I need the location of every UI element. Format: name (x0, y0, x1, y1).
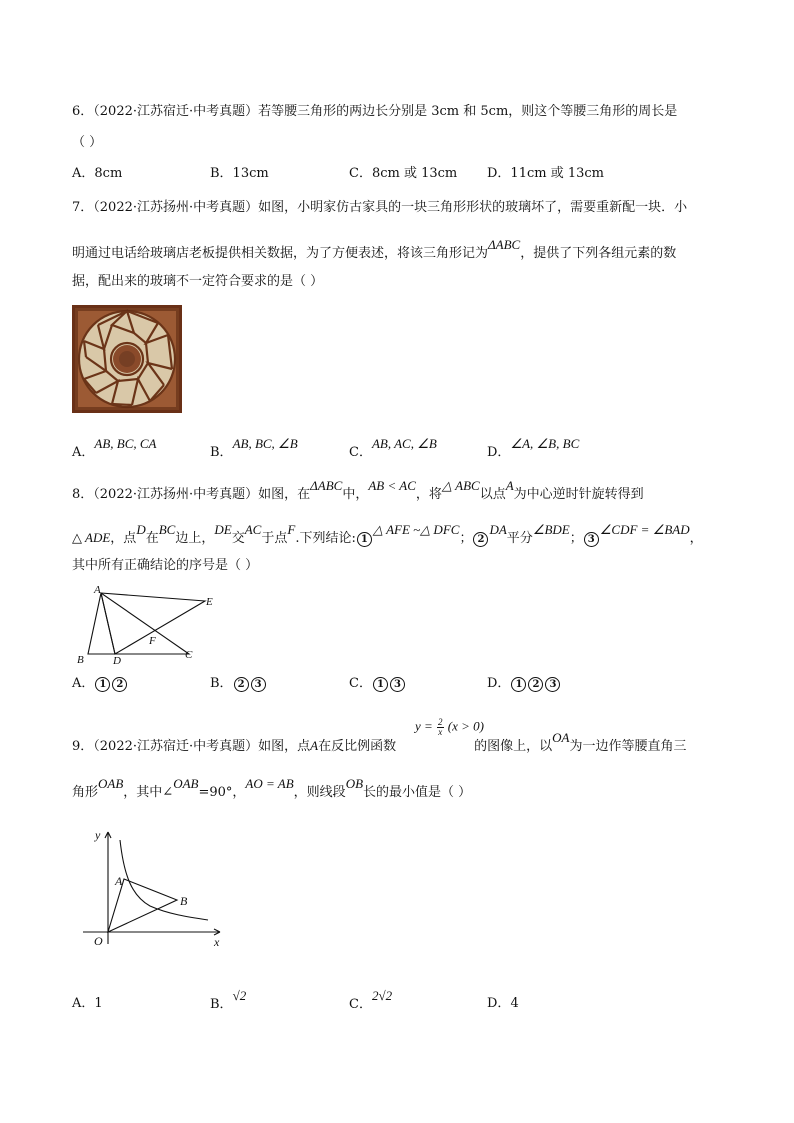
q7-text: 明通过电话给玻璃店老板提供相关数据，为了方便表述，将该三角形记为 (72, 246, 489, 261)
circled-number: 2 (234, 677, 249, 692)
q9-text: 角形 (72, 785, 99, 800)
q8-text: 边上， (175, 531, 215, 546)
q8-option-d (487, 674, 561, 694)
q8-text: 在 (145, 531, 159, 546)
q9-option-a-label: A． (72, 996, 95, 1011)
circled-number: 3 (251, 677, 266, 692)
q7-option-d-math: ∠A, ∠B, BC (510, 436, 580, 451)
point-label-f: F (149, 635, 156, 647)
q9-option-b-label: B． (210, 997, 233, 1012)
q8-math: ΔABC (310, 478, 343, 493)
q9-text: 9．（2022·江苏宿迁·中考真题）如图，点 (72, 739, 311, 754)
q8-text: 为中心逆时针旋转得到 (513, 487, 644, 502)
q9-option-a-value: 1 (94, 996, 103, 1011)
q7-option-b (210, 436, 298, 463)
q9-coordinate-figure (80, 826, 230, 952)
q8-math: D (136, 522, 146, 537)
q8-option-c (349, 674, 406, 694)
q9-func-condition: (x > 0) (447, 718, 484, 734)
q7-option-d-label: D． (487, 445, 511, 460)
q6-stem-line2: （ ） (72, 135, 103, 150)
q9-func-y: y = (415, 718, 433, 734)
q8-text: 8．（2022·江苏扬州·中考真题）如图，在 (72, 487, 311, 502)
q9-math: AO = AB (245, 776, 294, 791)
circled-number: 3 (584, 532, 599, 547)
q6-option-c: C．8cm 或 13cm (349, 166, 458, 181)
q9-stem-line1 (72, 730, 687, 757)
q6-option-a: A．8cm (72, 166, 123, 181)
point-label-a: A (115, 874, 123, 888)
q9-text: ，则线段 (293, 785, 346, 800)
q8-math: △ ABC (441, 478, 480, 493)
circled-number: 1 (95, 677, 110, 692)
point-label-b: B (180, 894, 188, 908)
q9-math: OA (552, 730, 570, 745)
circled-number: 3 (390, 677, 405, 692)
q8-math: △ AFE ~△ DFC (372, 522, 460, 537)
q8-option-b-label: B． (210, 676, 233, 691)
q8-option-a-label: A． (72, 676, 95, 691)
q8-text: ， (689, 531, 703, 546)
q8-math: DE (214, 522, 232, 537)
q8-text: 中， (342, 487, 369, 502)
q8-text: ； (459, 531, 473, 546)
q8-math: F (287, 522, 296, 537)
q8-math: DA (489, 522, 507, 537)
q7-stem-line2 (72, 237, 677, 264)
q8-text: .下列结论: (295, 531, 356, 546)
q7-option-a-label: A． (72, 445, 95, 460)
q9-math: OAB (98, 776, 124, 791)
point-label-d: D (113, 655, 121, 667)
q9-option-b-value: √2 (232, 988, 247, 1003)
q8-text: 交 (231, 531, 245, 546)
q7-stem-line1: 7．（2022·江苏扬州·中考真题）如图，小明家仿古家具的一块三角形形状的玻璃坏了，需要重新配一块．小 (72, 200, 688, 215)
q9-option-d-label: D． (487, 996, 511, 1011)
q8-math: ∠BDE (532, 522, 570, 537)
q7-option-c-label: C． (349, 445, 372, 460)
q7-text: ，提供了下列各组元素的数 (520, 246, 677, 261)
q9-text: =90°， (198, 785, 246, 800)
q6-option-d: D．11cm 或 13cm (487, 166, 604, 181)
circled-number: 2 (528, 677, 543, 692)
origin-label-o: O (94, 934, 103, 948)
circled-number: 1 (373, 677, 388, 692)
q9-option-c (349, 988, 393, 1015)
q9-text: 的图像上，以 (474, 739, 553, 754)
q8-text: 以点 (479, 487, 506, 502)
q8-stem-line2 (72, 522, 703, 549)
axis-label-x: x (214, 935, 220, 949)
q9-func-denominator: x (438, 727, 443, 737)
q9-math: A (310, 738, 319, 753)
q9-text: 长的最小值是（ ） (363, 785, 472, 800)
q8-math: AC (244, 522, 262, 537)
point-label-b: B (77, 654, 84, 666)
q8-triangle-figure (72, 582, 222, 668)
point-label-e: E (206, 596, 213, 608)
q7-triangle-symbol: ΔABC (488, 237, 521, 252)
q8-math: BC (158, 522, 176, 537)
q9-text: ，其中∠ (123, 785, 174, 800)
q8-text: 平分 (506, 531, 533, 546)
q9-function-formula (415, 718, 484, 737)
point-label-a: A (94, 584, 101, 596)
q6-stem-line1: 6．（2022·江苏宿迁·中考真题）若等腰三角形的两边长分别是 3cm 和 5cm，则这个等腰三角形的周长是 (72, 104, 678, 119)
q8-text: ； (569, 531, 583, 546)
q8-text: ，点 (110, 531, 137, 546)
q7-option-b-math: AB, BC, ∠B (232, 436, 298, 451)
point-label-c: C (185, 649, 193, 661)
q9-option-a (72, 994, 103, 1014)
q9-text: 在反比例函数 (318, 739, 397, 754)
q8-text: ，将 (415, 487, 442, 502)
q8-option-d-label: D． (487, 676, 511, 691)
q9-text: 为一边作等腰直角三 (569, 739, 687, 754)
q8-math: △ ADE (72, 530, 111, 545)
q9-stem-line2 (72, 776, 472, 803)
q9-option-b (210, 988, 247, 1015)
q9-math: OB (345, 776, 364, 791)
q9-option-c-value: 2√2 (371, 988, 393, 1003)
q9-math: OAB (173, 776, 199, 791)
circled-number: 2 (112, 677, 127, 692)
q8-math: ∠CDF = ∠BAD (599, 522, 690, 537)
q9-option-c-label: C． (349, 997, 372, 1012)
q8-math: A (505, 478, 514, 493)
q7-option-a (72, 436, 157, 463)
q8-option-c-label: C． (349, 676, 372, 691)
circled-number: 1 (357, 532, 372, 547)
q7-option-b-label: B． (210, 445, 233, 460)
glass-pane-photo (72, 305, 182, 413)
axis-label-y: y (95, 828, 101, 842)
q7-stem-line3: 据，配出来的玻璃不一定符合要求的是（ ） (72, 274, 324, 289)
q6-option-b: B．13cm (210, 166, 269, 181)
q9-func-numerator: 2 (438, 717, 443, 727)
q8-stem-line1 (72, 478, 644, 505)
q7-option-d (487, 436, 580, 463)
q9-option-d-value: 4 (510, 996, 519, 1011)
q8-option-a (72, 674, 128, 694)
q7-option-a-math: AB, BC, CA (94, 436, 157, 451)
circled-number: 1 (511, 677, 526, 692)
circled-number: 2 (473, 532, 488, 547)
q7-option-c-math: AB, AC, ∠B (371, 436, 437, 451)
q8-stem-line3: 其中所有正确结论的序号是（ ） (72, 558, 259, 573)
q9-option-d (487, 994, 519, 1014)
q8-option-b (210, 674, 267, 694)
q8-math: AB < AC (368, 478, 416, 493)
q8-text: 于点 (261, 531, 288, 546)
circled-number: 3 (545, 677, 560, 692)
q7-option-c (349, 436, 437, 463)
